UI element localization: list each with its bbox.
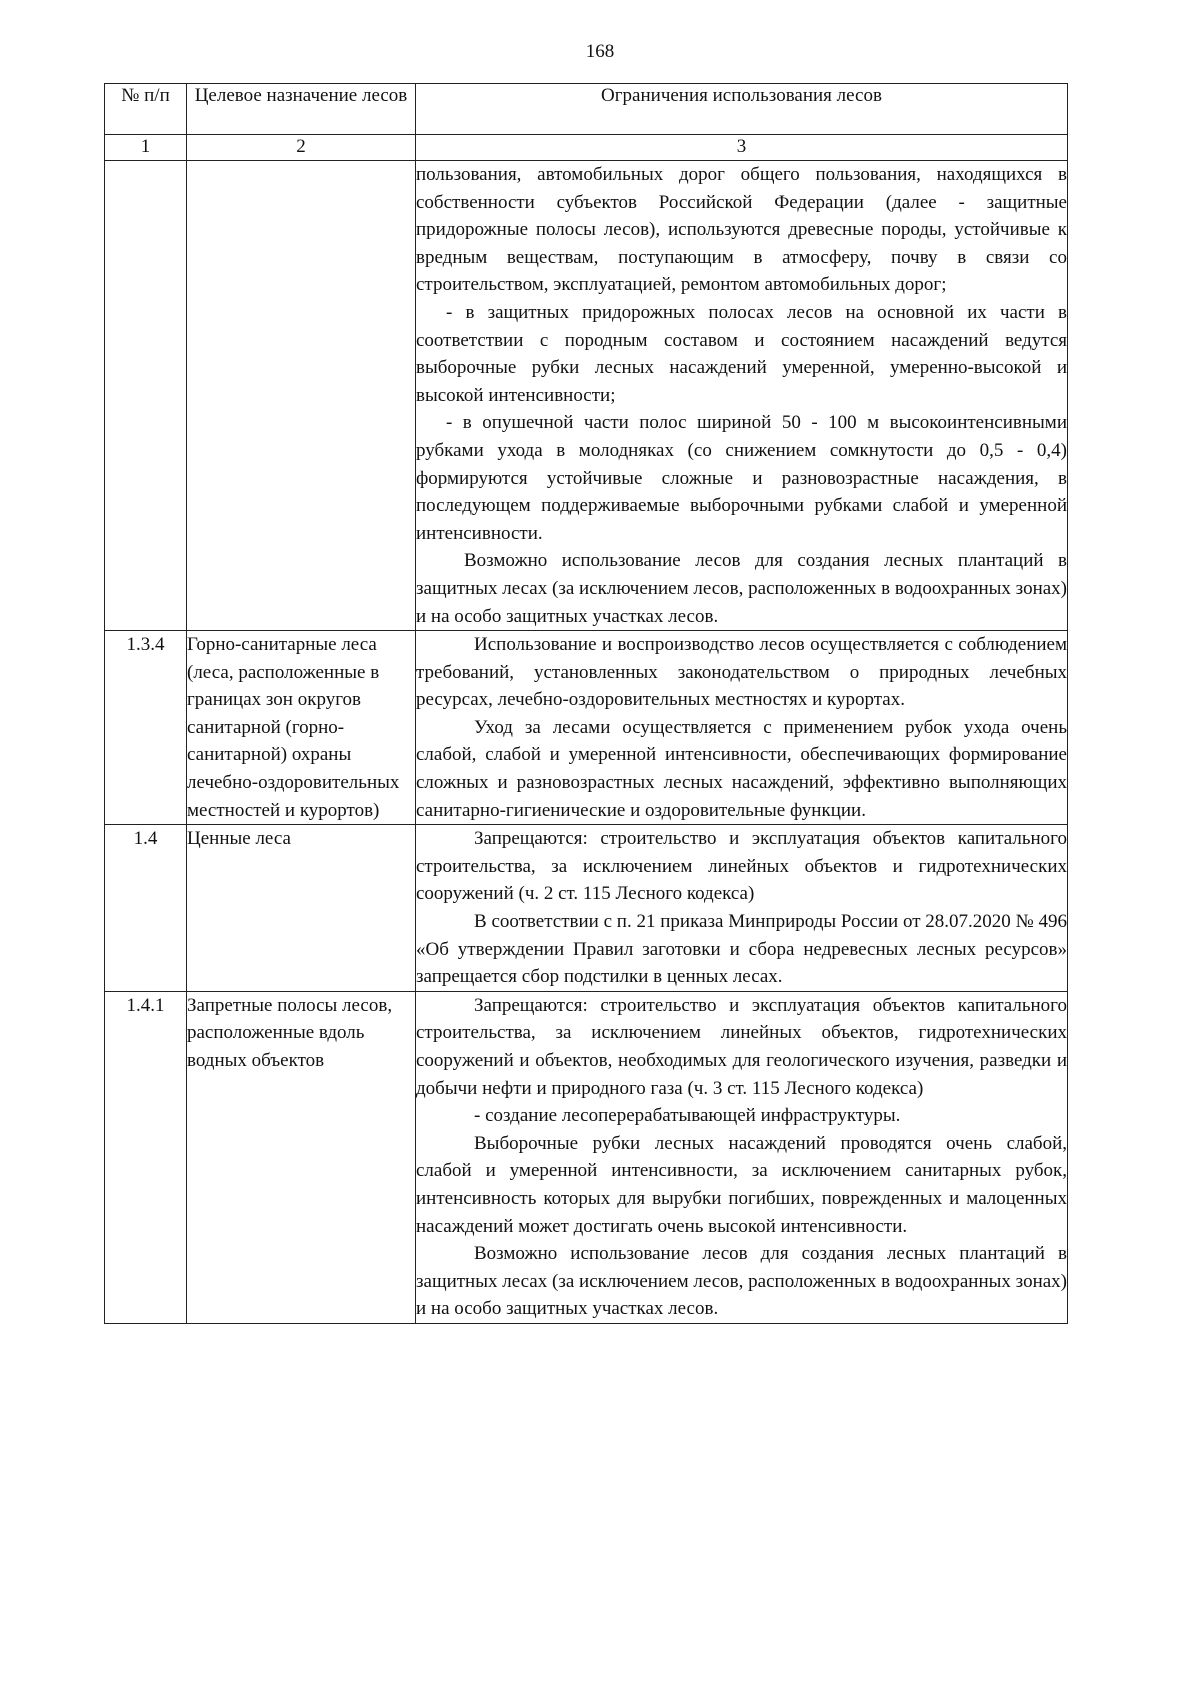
restriction-paragraph: - создание лесоперерабатывающей инфраструктуры.: [474, 1105, 901, 1127]
row-purpose: [187, 161, 416, 631]
row-restrictions: [416, 161, 1068, 631]
restriction-paragraph: пользования, автомобильных дорог общего пользования, находящихся в собственности субъектов Российской Федерации (далее - защитные придорожные полосы лесов), используются древесные породы, устойчивые к вредным веществам, поступающим в атмосферу, почву в связи со строительством, эксплуатацией, ремонтом автомобильных дорог;: [416, 164, 1067, 296]
column-number-1: 1: [105, 135, 187, 161]
column-number-3: 3: [416, 135, 1068, 161]
restriction-paragraph: Использование и воспроизводство лесов осуществляется с соблюдением требований, установленных законодательством о природных лечебных ресурсах, лечебно-оздоровительных местностях и курортах.: [416, 634, 1067, 711]
row-number: 1.3.4: [105, 631, 187, 825]
row-purpose: Ценные леса: [187, 825, 416, 992]
restriction-paragraph: Запрещаются: строительство и эксплуатация объектов капитального строительства, за исключением линейных объектов и гидротехнических сооружений (ч. 2 ст. 115 Лесного кодекса): [416, 828, 1067, 905]
restriction-paragraph: - в опушечной части полос шириной 50 - 100 м высокоинтенсивными рубками ухода в молодняках (со снижением сомкнутости до 0,5 - 0,4) формируются устойчивые сложные и разновозрастные насаждения, в последующем поддерживаемые выборочными рубками слабой и умеренной интенсивности.: [416, 412, 1067, 544]
restriction-paragraph: Выборочные рубки лесных насаждений проводятся очень слабой, слабой и умеренной интенсивности, за исключением санитарных рубок, интенсивность которых для вырубки погибших, поврежденных и малоценных насаждений может достигать очень высокой интенсивности.: [416, 1132, 1067, 1237]
row-restrictions: [416, 991, 1068, 1323]
header-purpose: Целевое назначение лесов: [187, 84, 416, 135]
row-number: [105, 161, 187, 631]
row-restrictions: [416, 631, 1068, 825]
header-restrictions: Ограничения использования лесов: [416, 84, 1068, 135]
column-number-row: [105, 135, 1068, 161]
row-number: 1.4.1: [105, 991, 187, 1323]
column-number-2: 2: [187, 135, 416, 161]
table-row: [105, 991, 1068, 1323]
restriction-paragraph: Возможно использование лесов для создания лесных плантаций в защитных лесах (за исключением лесов, расположенных в водоохранных зонах) и на особо защитных участках лесов.: [416, 550, 1067, 627]
restriction-paragraph: В соответствии с п. 21 приказа Минприроды России от 28.07.2020 № 496 «Об утверждении Правил заготовки и сбора недревесных лесных ресурсов» запрещается сбор подстилки в ценных лесах.: [416, 911, 1067, 988]
page-number: 168: [585, 41, 615, 62]
restriction-paragraph: Уход за лесами осуществляется с применением рубок ухода очень слабой, слабой и умеренной интенсивности, обеспечивающих формирование сложных и разновозрастных лесных насаждений, эффективно выполняющих санитарно-гигиенические и оздоровительные функции.: [416, 716, 1067, 821]
table-header: [105, 84, 1068, 161]
table-body: [105, 161, 1068, 1324]
restriction-paragraph: Возможно использование лесов для создания лесных плантаций в защитных лесах (за исключением лесов, расположенных в водоохранных зонах) и на особо защитных участках лесов.: [416, 1243, 1067, 1320]
table-row: [105, 825, 1068, 992]
restriction-paragraph: Запрещаются: строительство и эксплуатация объектов капитального строительства, за исключением линейных объектов, гидротехнических сооружений и объектов, необходимых для геологического изучения, разведки и добычи нефти и природного газа (ч. 3 ст. 115 Лесного кодекса): [416, 994, 1067, 1099]
row-restrictions: [416, 825, 1068, 992]
table-row: [105, 161, 1068, 631]
row-number: 1.4: [105, 825, 187, 992]
row-purpose: Запретные полосы лесов, расположенные вдоль водных объектов: [187, 991, 416, 1323]
forest-restrictions-table: [104, 83, 1068, 1324]
table-row: [105, 631, 1068, 825]
header-row: [105, 84, 1068, 135]
row-purpose: Горно-санитарные леса (леса, расположенные в границах зон округов санитарной (горно-санитарной) охраны лечебно-оздоровительных местностей и курортов): [187, 631, 416, 825]
restriction-paragraph: - в защитных придорожных полосах лесов на основной их части в соответствии с породным составом и состоянием насаждений ведутся выборочные рубки лесных насаждений умеренной, умеренно-высокой и высокой интенсивности;: [416, 301, 1067, 406]
header-number: № п/п: [105, 84, 187, 135]
